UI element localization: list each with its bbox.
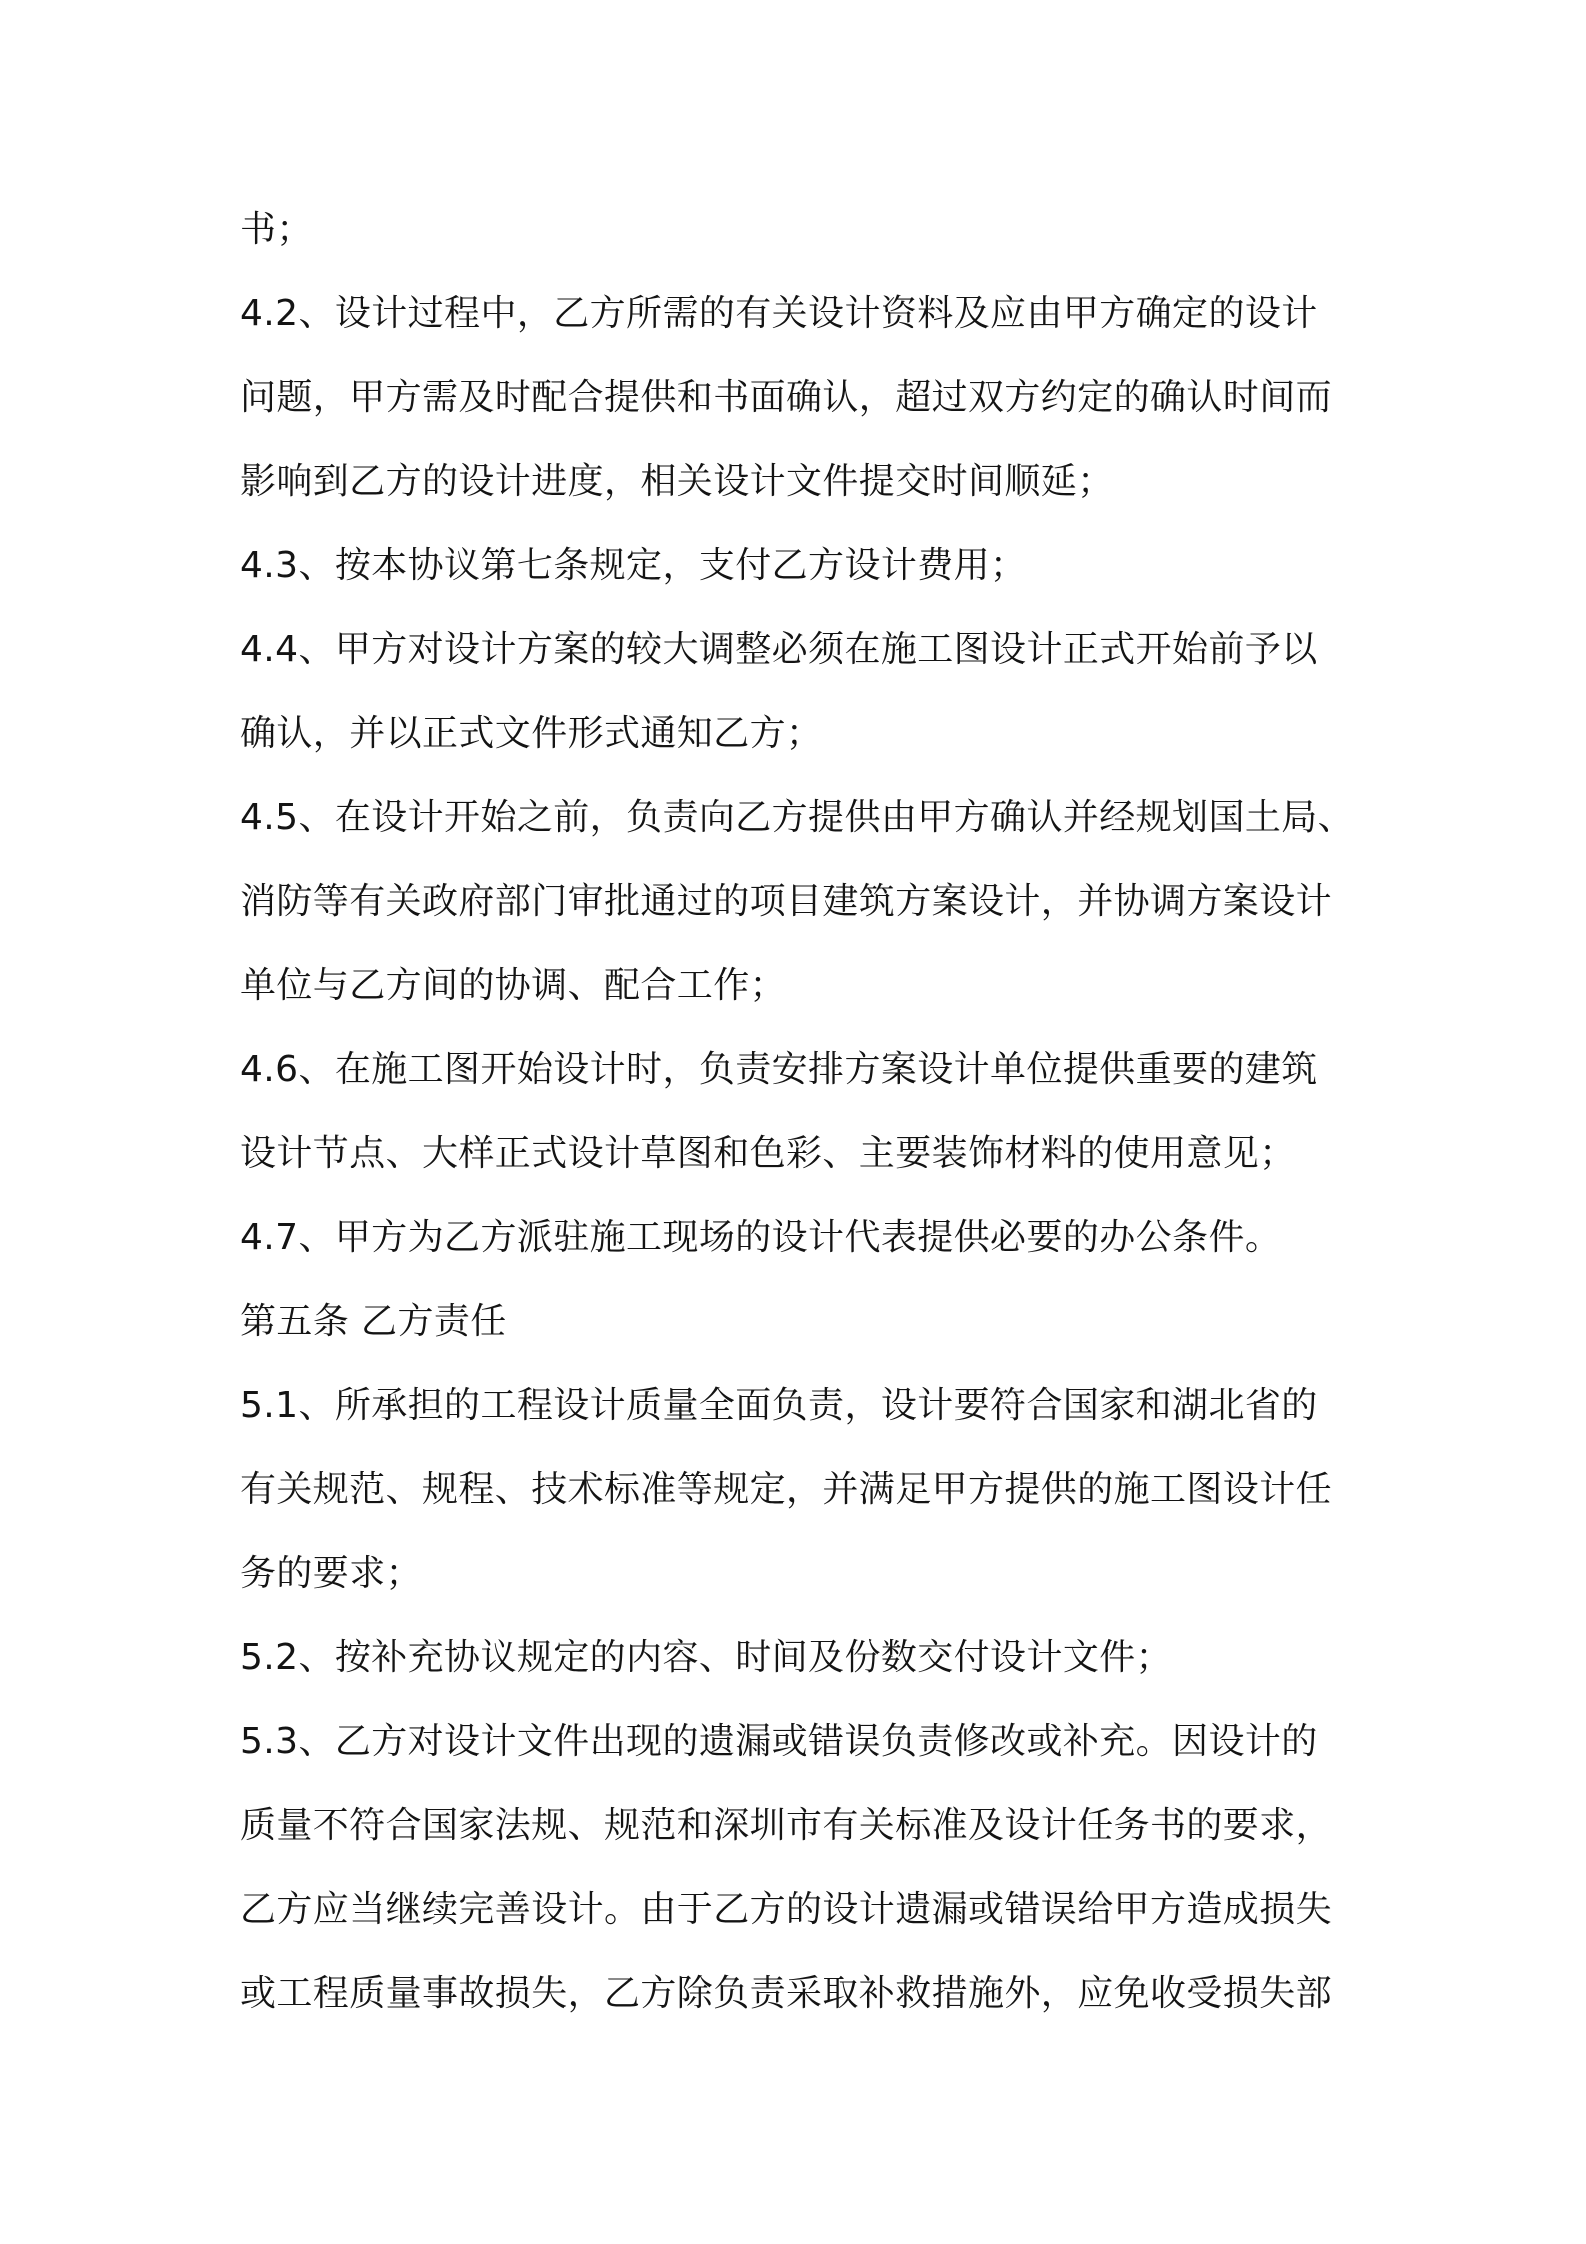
- text-line: 质量不符合国家法规、规范和深圳市有关标准及设计任务书的要求，: [240, 1805, 1333, 1846]
- document-body: [240, 188, 1370, 2036]
- text-line: 4.5、在设计开始之前，负责向乙方提供由甲方确认并经规划国土局、: [240, 797, 1355, 838]
- text-line: 消防等有关政府部门审批通过的项目建筑方案设计，并协调方案设计: [240, 881, 1333, 922]
- text-line: 或工程质量事故损失，乙方除负责采取补救措施外，应免收受损失部: [240, 1973, 1333, 2014]
- text-line: 确认，并以正式文件形式通知乙方；: [240, 713, 823, 754]
- text-line: 设计节点、大样正式设计草图和色彩、主要装饰材料的使用意见；: [240, 1133, 1296, 1174]
- text-line: 5.3、乙方对设计文件出现的遗漏或错误负责修改或补充。因设计的: [240, 1721, 1318, 1762]
- text-line: 有关规范、规程、技术标准等规定，并满足甲方提供的施工图设计任: [240, 1469, 1333, 1510]
- text-line: 务的要求；: [240, 1553, 423, 1594]
- text-line: 4.4、甲方对设计方案的较大调整必须在施工图设计正式开始前予以: [240, 629, 1318, 670]
- text-line: 4.2、设计过程中，乙方所需的有关设计资料及应由甲方确定的设计: [240, 293, 1318, 334]
- text-line: 单位与乙方间的协调、配合工作；: [240, 965, 787, 1006]
- text-line: 书；: [240, 209, 313, 250]
- text-line: 4.6、在施工图开始设计时，负责安排方案设计单位提供重要的建筑: [240, 1049, 1318, 1090]
- text-line: 影响到乙方的设计进度，相关设计文件提交时间顺延；: [240, 461, 1114, 502]
- section-heading: 第五条 乙方责任: [240, 1301, 507, 1342]
- text-line: 4.3、按本协议第七条规定，支付乙方设计费用；: [240, 545, 1027, 586]
- text-line: 5.2、按补充协议规定的内容、时间及份数交付设计文件；: [240, 1637, 1173, 1678]
- text-line: 乙方应当继续完善设计。由于乙方的设计遗漏或错误给甲方造成损失: [240, 1889, 1333, 1930]
- text-line: 问题，甲方需及时配合提供和书面确认，超过双方约定的确认时间而: [240, 377, 1333, 418]
- text-line: 4.7、甲方为乙方派驻施工现场的设计代表提供必要的办公条件。: [240, 1217, 1282, 1258]
- text-line: 5.1、所承担的工程设计质量全面负责，设计要符合国家和湖北省的: [240, 1385, 1318, 1426]
